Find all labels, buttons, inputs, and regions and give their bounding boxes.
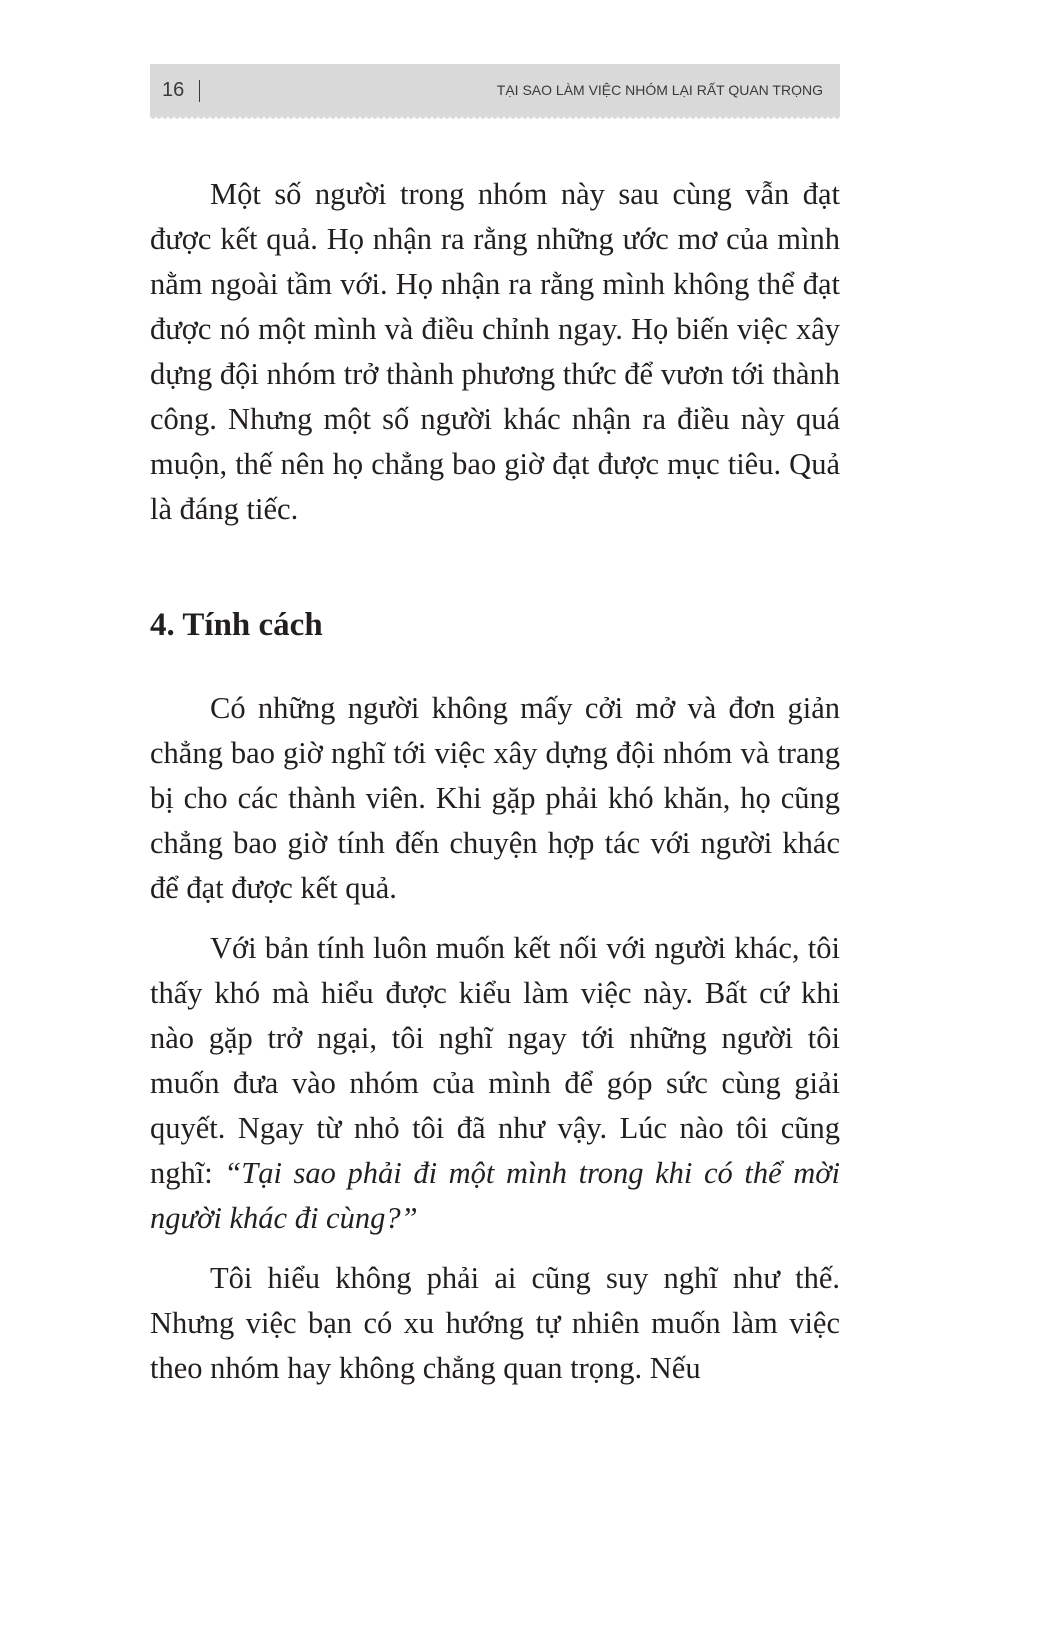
header-divider (199, 80, 200, 102)
paragraph-3-quote: “Tại sao phải đi một mình trong khi có thể mời người khác đi cùng?” (150, 1156, 840, 1235)
section-heading: 4. Tính cách (150, 607, 323, 643)
page-header (150, 64, 840, 116)
running-title: TẠI SAO LÀM VIỆC NHÓM LẠI RẤT QUAN TRỌNG (496, 82, 823, 98)
page-body (150, 172, 840, 1391)
paragraph-1: Một số người trong nhóm này sau cùng vẫn đạt được kết quả. Họ nhận ra rằng những ước mơ của mình nằm ngoài tầm với. Họ nhận ra rằng mình không thể đạt được nó một mình và điều chỉnh ngay. Họ biến việc xây dựng đội nhóm trở thành phương thức để vươn tới thành công. Nhưng một số người khác nhận ra điều này quá muộn, thế nên họ chẳng bao giờ đạt được mục tiêu. Quả là đáng tiếc. (150, 177, 840, 526)
paragraph-3-text: Với bản tính luôn muốn kết nối với người khác, tôi thấy khó mà hiểu được kiểu làm việc này. Bất cứ khi nào gặp trở ngại, tôi nghĩ ngay tới những người tôi muốn đưa vào nhóm của mình để góp sức cùng giải quyết. Ngay từ nhỏ tôi đã như vậy. Lúc nào tôi cũng nghĩ: (150, 931, 840, 1190)
paragraph-4: Tôi hiểu không phải ai cũng suy nghĩ như thế. Nhưng việc bạn có xu hướng tự nhiên muốn làm việc theo nhóm hay không chẳng quan trọng. Nếu (150, 1261, 840, 1385)
paragraph-3 (150, 926, 840, 1241)
paragraph-2: Có những người không mấy cởi mở và đơn giản chẳng bao giờ nghĩ tới việc xây dựng đội nhóm và trang bị cho các thành viên. Khi gặp phải khó khăn, họ cũng chẳng bao giờ tính đến chuyện hợp tác với người khác để đạt được kết quả. (150, 691, 840, 905)
page-number: 16 (162, 79, 185, 101)
